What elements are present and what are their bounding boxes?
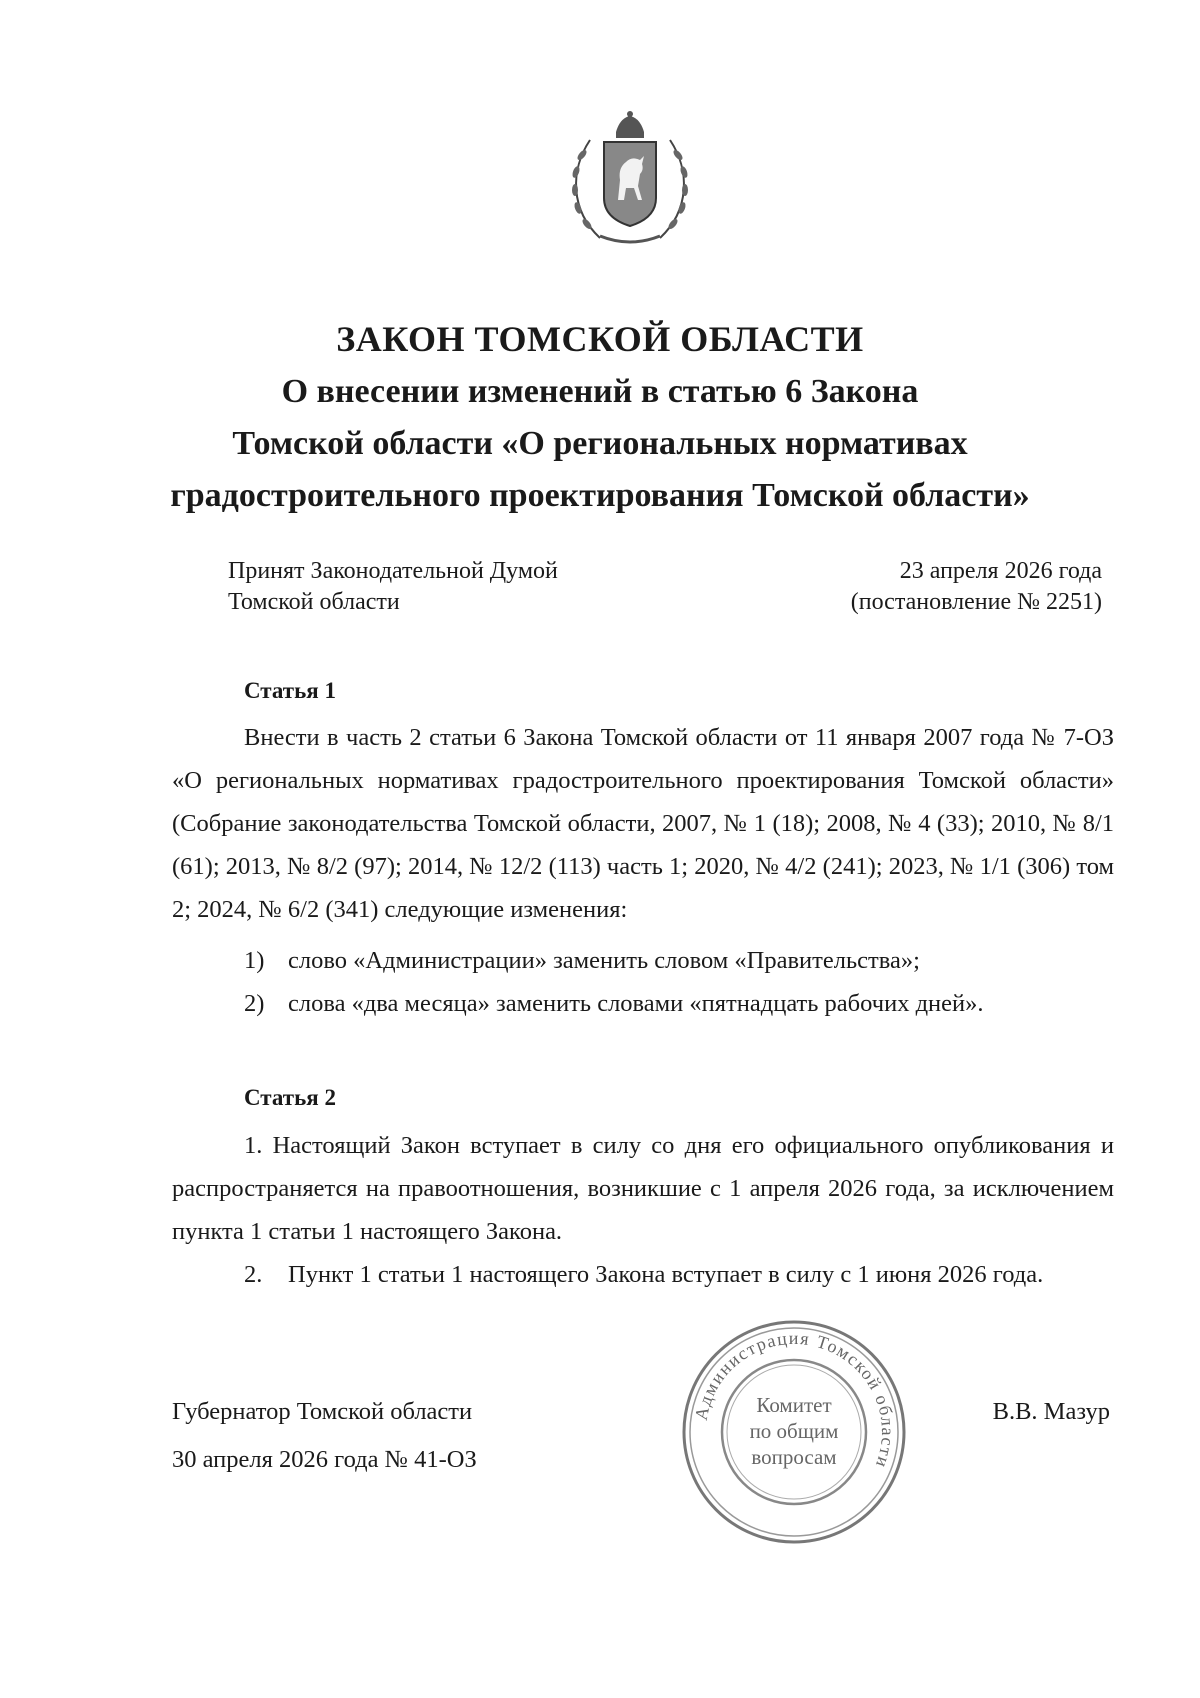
article1-text: Внести в часть 2 статьи 6 Закона Томской области от 11 января 2007 года № 7-ОЗ «О региональных нормативах градостроительного проектирования Томской области» (Собрание законодательства Томской области, 2007, № 1 (18); 2008, № 4 (33); 2010, № 8/1 (61); 2013, № 8/2 (97); 2014, № 12/2 (113) часть 1; 2020, № 4/2 (241); 2023, № 1/1 (306) том 2; 2024, № 6/2 (341) следующие изменения:: [172, 724, 1114, 923]
stamp-center-line2: по общим: [749, 1419, 839, 1443]
coat-of-arms-icon: [560, 110, 700, 250]
document-subtitle-line1: О внесении изменений в статью 6 Закона: [281, 373, 919, 410]
official-stamp-icon: [678, 1316, 910, 1548]
article2-paragraph2-number: 2.: [244, 1261, 263, 1288]
signer-name: В.В. Мазур: [992, 1398, 1110, 1425]
signer-position: Губернатор Томской области: [172, 1398, 473, 1425]
document-title: ЗАКОН ТОМСКОЙ ОБЛАСТИ: [336, 319, 864, 359]
signature-block: [172, 1388, 477, 1484]
adoption-resolution-line: (постановление № 2251): [850, 589, 1102, 615]
adoption-body: [228, 556, 558, 618]
article1-item: [244, 939, 920, 982]
law-date-number: 30 апреля 2026 года № 41-ОЗ: [172, 1446, 477, 1473]
article1-item: [244, 982, 984, 1025]
article2-paragraph2: [244, 1253, 1043, 1296]
stamp-center-line3: вопросам: [751, 1445, 837, 1469]
article2-paragraph2-text: Пункт 1 статьи 1 настоящего Закона вступает в силу с 1 июня 2026 года.: [288, 1261, 1044, 1288]
article2-paragraph1: 1. Настоящий Закон вступает в силу со дня его официального опубликования и распространяется на правоотношения, возникшие с 1 апреля 2026 года, за исключением пункта 1 статьи 1 настоящего Закона.: [172, 1132, 1114, 1245]
adoption-date: [851, 556, 1102, 618]
article2-heading: Статья 2: [244, 1085, 336, 1110]
adoption-body-line2: Томской области: [228, 589, 400, 615]
document-subtitle-line2: Томской области «О региональных нормативах: [232, 425, 968, 462]
stamp-ring-text: Администрация Томской области: [690, 1327, 899, 1472]
article1-item-number: 2): [244, 990, 265, 1017]
document-subtitle-line3: градостроительного проектирования Томской области»: [170, 477, 1030, 514]
article1-item-text: слова «два месяца» заменить словами «пятнадцать рабочих дней».: [288, 990, 984, 1017]
article1-item-number: 1): [244, 947, 265, 974]
stamp-center-line1: Комитет: [756, 1393, 832, 1417]
adoption-body-line1: Принят Законодательной Думой: [228, 558, 558, 584]
article1-item-text: слово «Администрации» заменить словом «Правительства»;: [288, 947, 920, 974]
article1-heading: Статья 1: [244, 678, 336, 703]
adoption-date-line: 23 апреля 2026 года: [899, 558, 1102, 584]
